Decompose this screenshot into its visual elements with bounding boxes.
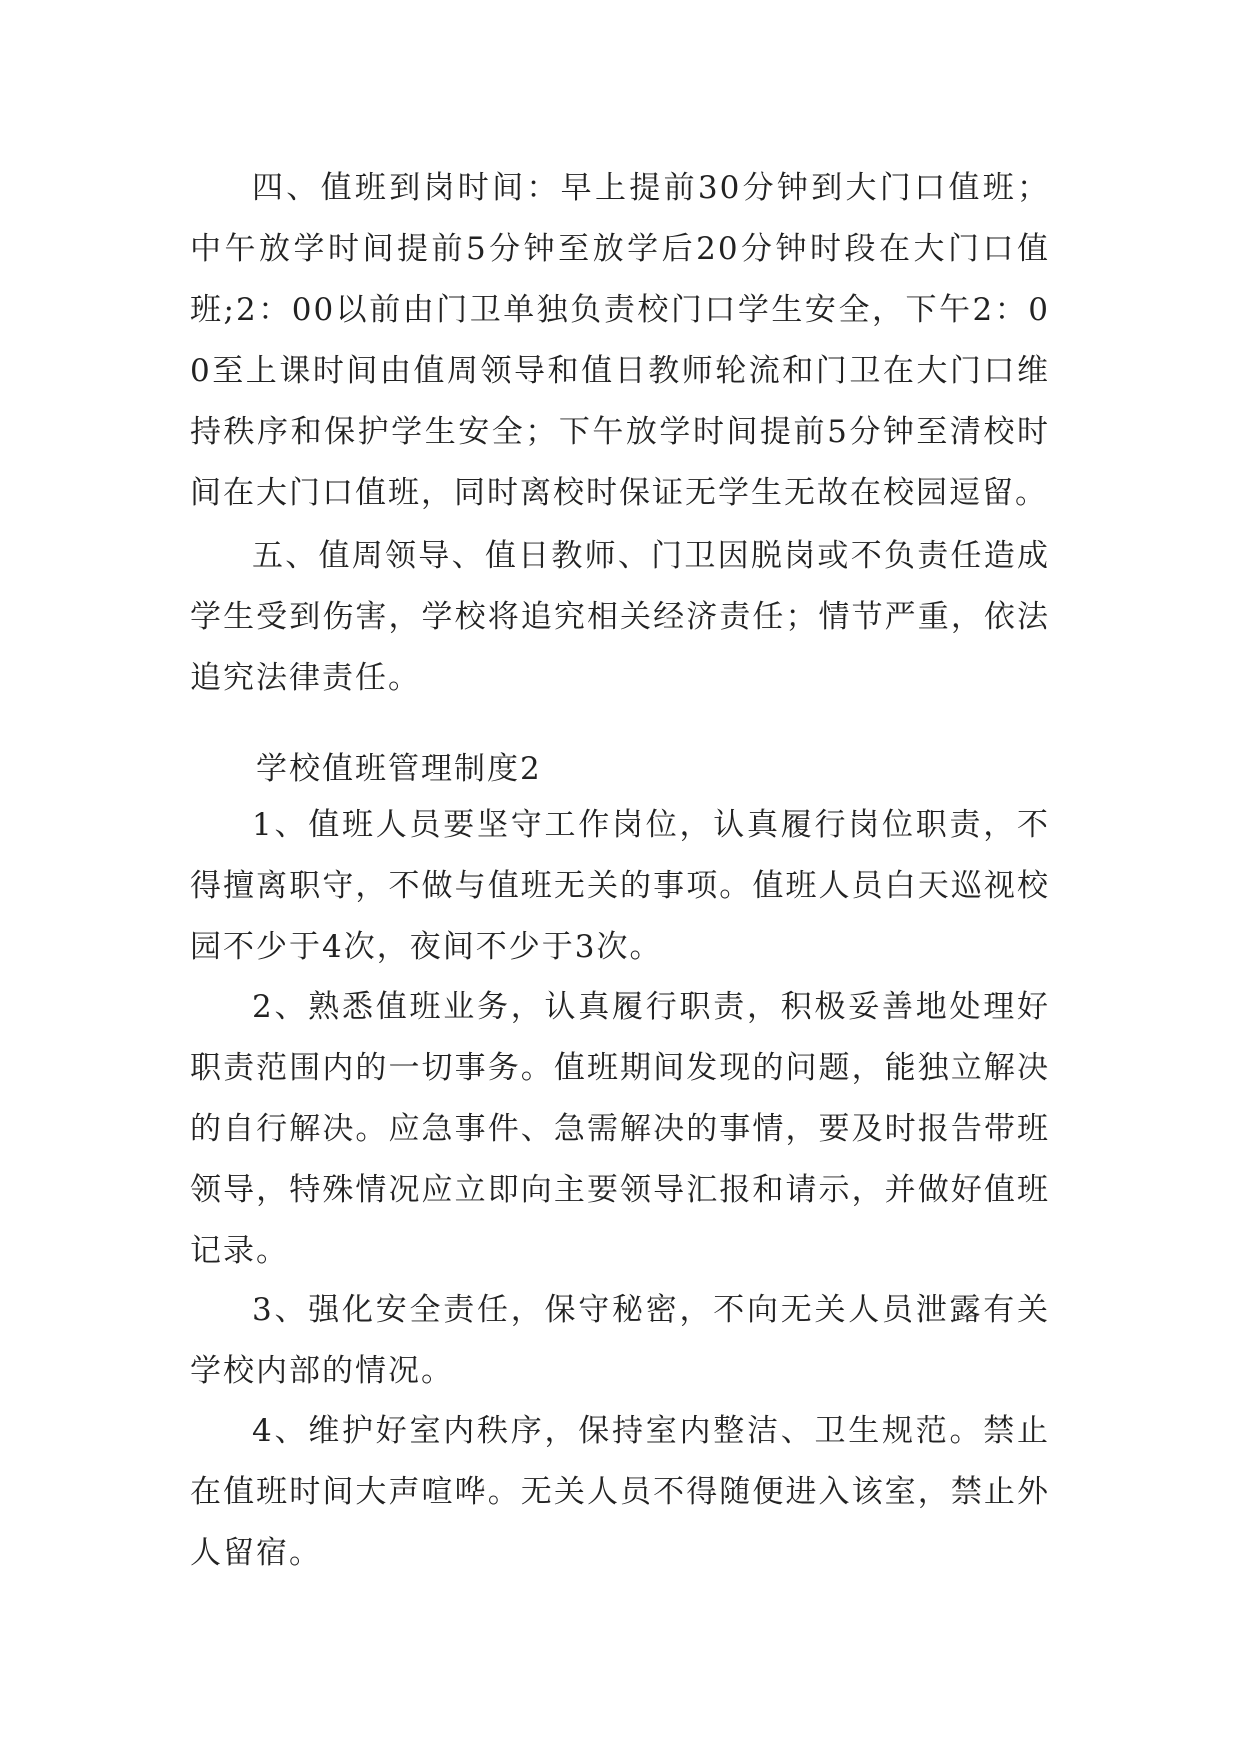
paragraph-rule-1: 1、值班人员要坚守工作岗位，认真履行岗位职责，不得擅离职守，不做与值班无关的事项。值班人员白天巡视校园不少于4次，夜间不少于3次。 xyxy=(190,807,1050,965)
section-heading: 学校值班管理制度2 xyxy=(256,751,542,787)
paragraph-rule-3: 3、强化安全责任，保守秘密，不向无关人员泄露有关学校内部的情况。 xyxy=(190,1292,1050,1389)
paragraph-liability: 五、值周领导、值日教师、门卫因脱岗或不负责任造成学生受到伤害，学校将追究相关经济责任；情节严重，依法追究法律责任。 xyxy=(190,538,1050,696)
paragraph-rule-4: 4、维护好室内秩序，保持室内整洁、卫生规范。禁止在值班时间大声喧哗。无关人员不得随便进入该室，禁止外人留宿。 xyxy=(190,1413,1050,1571)
paragraph-duty-arrival-time: 四、值班到岗时间：早上提前30分钟到大门口值班；中午放学时间提前5分钟至放学后20分钟时段在大门口值班;2：00以前由门卫单独负责校门口学生安全，下午2：00至上课时间由值周领导和值日教师轮流和门卫在大门口维持秩序和保护学生安全；下午放学时间提前5分钟至清校时间在大门口值班，同时离校时保证无学生无故在校园逗留。 xyxy=(190,170,1050,511)
paragraph-rule-2: 2、熟悉值班业务，认真履行职责，积极妥善地处理好职责范围内的一切事务。值班期间发现的问题，能独立解决的自行解决。应急事件、急需解决的事情，要及时报告带班领导，特殊情况应立即向主要领导汇报和请示，并做好值班记录。 xyxy=(190,989,1050,1269)
